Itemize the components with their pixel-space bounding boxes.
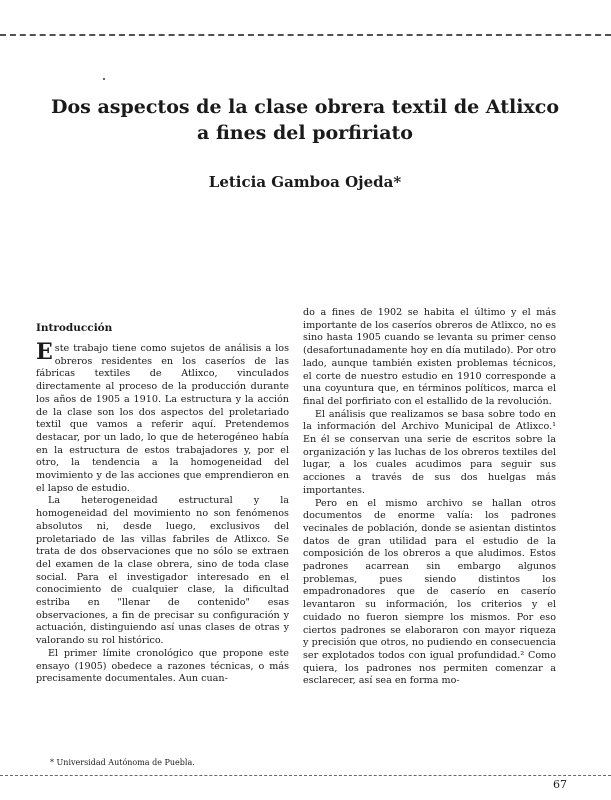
right-column	[303, 307, 556, 688]
stray-dot	[103, 78, 105, 80]
left-column	[36, 322, 289, 686]
top-rule	[0, 34, 611, 36]
author-name: Leticia Gamboa Ojeda*	[208, 173, 402, 191]
title-line-2: a fines del porfiriato	[197, 122, 413, 144]
bottom-rule	[0, 775, 611, 776]
page-number: 67	[553, 778, 567, 791]
paragraph: El primer límite cronológico que propone este ensayo (1905) obedece a razones técnicas, o más precisamente documentales. Aun cuan-	[36, 647, 289, 685]
paragraph: La heterogeneidad estructural y la homogeneidad del movimiento no son fenómenos absolutos ni, desde luego, exclusivos del proletariado de las villas fabriles de Atlixco. Se trata de dos observaciones que no sólo se extraen del examen de la clase obrera, sino de toda clase social. Para el investigador interesado en el conocimiento de cualquier clase, la dificultad estriba en "llenar de contenido" esas observaciones, a fin de precisar su configuración y actuación, distinguiendo así unas clases de otras y valorando su rol histórico.	[36, 495, 289, 647]
paragraph: do a fines de 1902 se habita el último y el más importante de los caseríos obreros de Atlixco, no es sino hasta 1905 cuando se levanta su primer censo (desafortunadamente hoy en día mutilado). Por otro lado, aunque también existen problemas técnicos, el corte de nuestro estudio en 1910 corresponde a una coyuntura que, en términos políticos, marca el final del porfiriato con el estallido de la revolución.	[303, 307, 556, 407]
title-line-1: Dos aspectos de la clase obrera textil de Atlixco	[51, 96, 559, 118]
paragraph: Este trabajo tiene como sujetos de análisis a los obreros residentes en los caseríos de las fábricas textiles de Atlixco, vinculados directamente al proceso de la producción durante los años de 1905 a 1910. La estructura y la acción de la clase son los dos aspectos del proletariado textil que vamos a referir aquí. Pretendemos destacar, por un lado, lo que de heterogéneo había en la estructura de estos trabajadores y, por el otro, la tendencia a la homogeneidad del movimiento y de las acciones que emprendieron en el lapso de estudio.	[36, 339, 289, 494]
paragraph: El análisis que realizamos se basa sobre todo en la información del Archivo Municipal de Atlixco.¹ En él se conservan una serie de escritos sobre la organización y las luchas de los obreros textiles del lugar, a los cuales acudimos para seguir sus acciones a través de sus dos huelgas más importantes.	[303, 408, 556, 496]
paragraph: Pero en el mismo archivo se hallan otros documentos de enorme valía: los padrones vecinales de población, donde se asientan distintos datos de gran utilidad para el estudio de la composición de los obreros a que aludimos. Estos padrones acarrean sin embargo algunos problemas, pues siendo distintos los empadronadores que de caserío en caserío levantaron su información, los criterios y el cuidado no fueron siempre los mismos. Por eso ciertos padrones se elaboraron con mayor riqueza y precisión que otros, no pudiendo en consecuencia ser explotados todos con igual profundidad.² Como quiera, los padrones nos permiten comenzar a esclarecer, así sea en forma mo-	[303, 497, 556, 687]
section-heading: Introducción	[36, 322, 113, 334]
footnote: * Universidad Autónoma de Puebla.	[50, 758, 195, 767]
article-title	[40, 94, 570, 146]
